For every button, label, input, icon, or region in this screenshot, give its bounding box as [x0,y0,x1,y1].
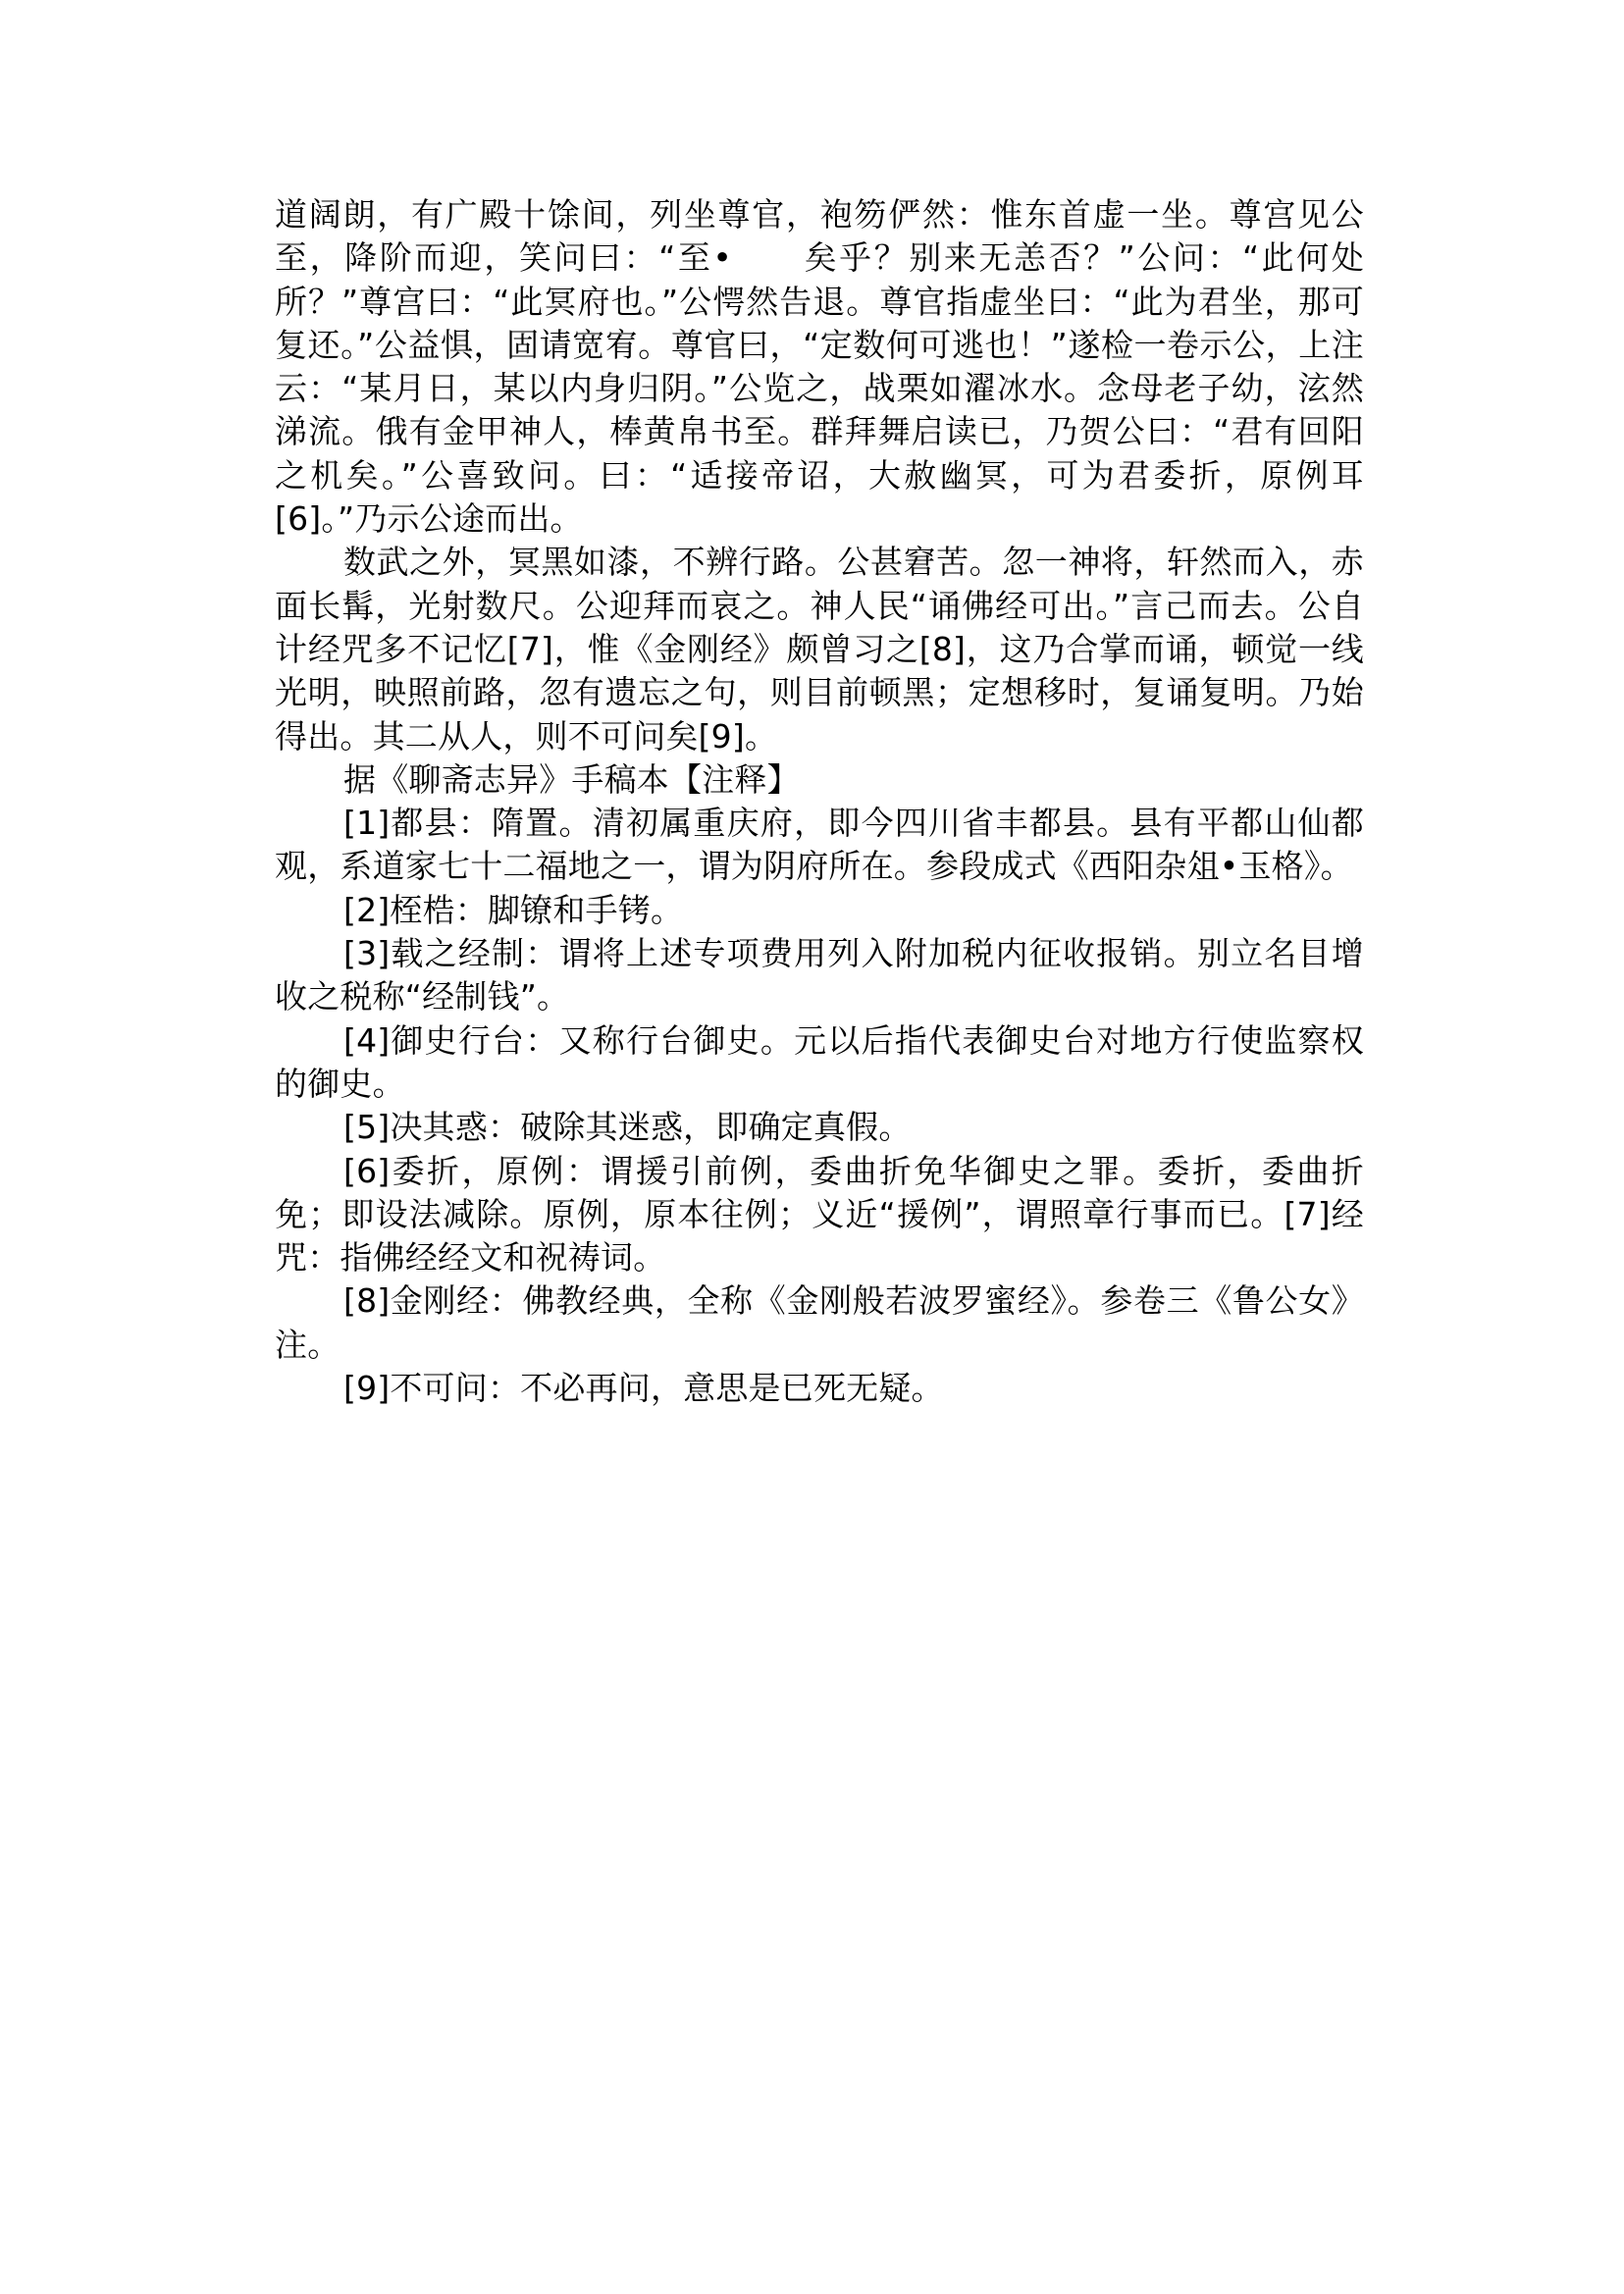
note-3: [3]载之经制：谓将上述专项费用列入附加税内征收报销。别立名目增收之税称“经制钱”。 [275,934,1364,1017]
note-2: [2]桎梏：脚镣和手铐。 [343,890,684,929]
note-5: [5]决其惑：破除其迷惑，即确定真假。 [343,1108,912,1147]
note-6-7: [6]委折，原例：谓援引前例，委曲折免华御史之罪。委折，委曲折免；即设法减除。原例，原本往例；义近“援例”，谓照章行事而已。[7]经咒：指佛经经文和祝祷词。 [275,1151,1364,1277]
note-1: [1]都县：隋置。清初属重庆府，即今四川省丰都县。县有平都山仙都观，系道家七十二福地之一，谓为阴府所在。参段成式《西阳杂俎•玉格》。 [275,804,1364,886]
note-4: [4]御史行台：又称行台御史。元以后指代表御史台对地方行使监察权的御史。 [275,1020,1364,1103]
document-body [275,193,1364,1410]
paragraph-source: 据《聊斋志异》手稿本【注释】 [343,759,800,799]
note-8: [8]金刚经：佛教经典，全称《金刚般若波罗蜜经》。参卷三《鲁公女》注。 [275,1281,1364,1364]
paragraph-story-2: 数武之外，冥黑如漆，不辨行路。公甚窘苦。忽一神将，轩然而入，赤面长髯，光射数尺。公迎拜而哀之。神人民“诵佛经可出。”言己而去。公自计经咒多不记忆[7]，惟《金刚经》颇曾习之[8]，这乃合掌而诵，顿觉一线光明，映照前路，忽有遗忘之句，则目前顿黑；定想移时，复诵复明。乃始得出。其二从人，则不可问矣[9]。 [275,543,1364,756]
paragraph-story-1: 道阔朗，有广殿十馀间，列坐尊官，袍笏俨然：惟东首虚一坐。尊宫见公至，降阶而迎，笑问曰：“至• 矣乎？别来无恙否？”公问：“此何处所？”尊宫曰：“此冥府也。”公愕然告退。尊官指虚坐曰：“此为君坐，那可复还。”公益惧，固请宽宥。尊官曰，“定数何可逃也！”遂检一卷示公，上注云：“某月日，某以内身归阴。”公览之，战栗如濯冰水。念母老子幼，泫然涕流。俄有金甲神人，棒黄帛书至。群拜舞启读已，乃贺公曰：“君有回阳之机矣。”公喜致问。曰：“适接帝诏，大赦幽冥，可为君委折，原例耳[6]。”乃示公途而出。 [275,195,1364,539]
note-9: [9]不可问：不必再问，意思是已死无疑。 [343,1369,944,1408]
